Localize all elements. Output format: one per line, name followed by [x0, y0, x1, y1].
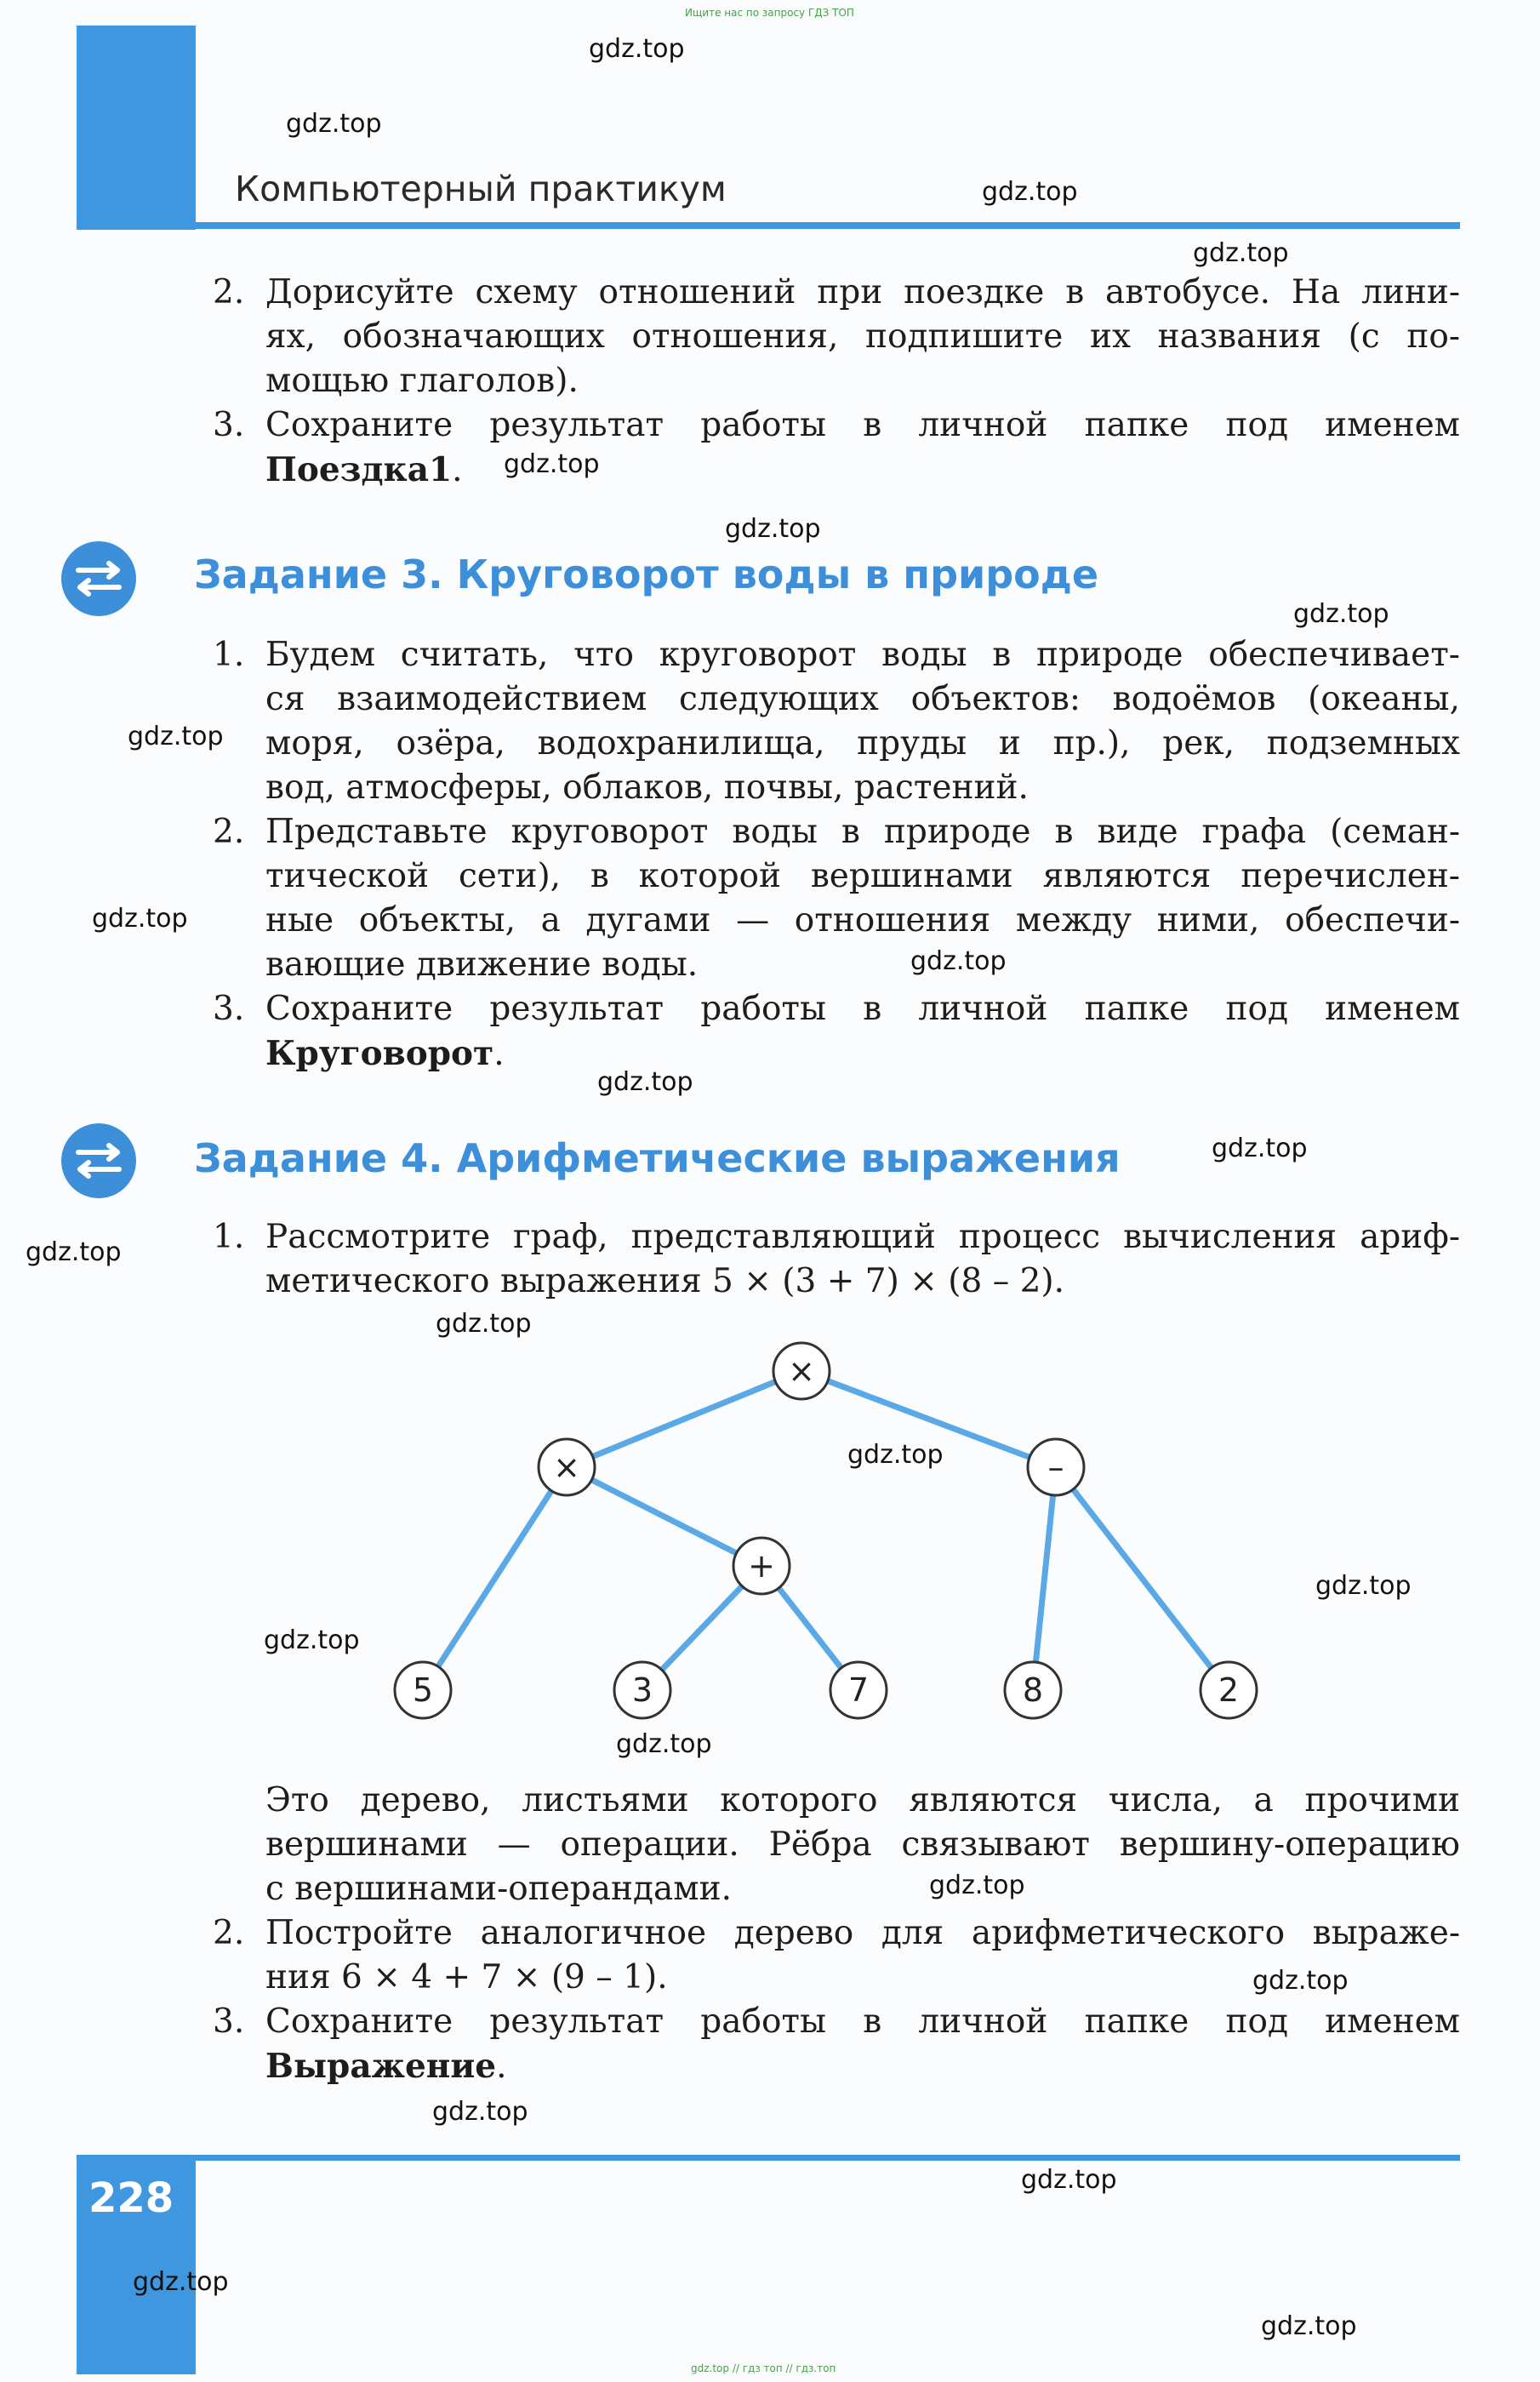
text-line: с вершинами-операндами. [265, 1870, 732, 1908]
tree-node-n5 [395, 1662, 451, 1718]
tree-node-n2 [1201, 1662, 1257, 1718]
text-line: Дорисуйте схему отношений при поездке в автобусе. На лини- [265, 273, 1460, 311]
item-number: 1. [213, 1218, 245, 1256]
header-rule [77, 222, 1460, 229]
task3-title: Задание 3. Круговорот воды в природе [194, 551, 1099, 597]
text-line: Представьте круговорот воды в природе в виде графа (семан- [265, 813, 1460, 851]
text-line: вод, атмосферы, облаков, почвы, растений. [265, 768, 1029, 807]
tree-node-label: × [553, 1448, 580, 1486]
watermark: gdz.top [1261, 2311, 1357, 2341]
exchange-arrows-icon [61, 1123, 136, 1198]
item-number: 2. [213, 813, 245, 851]
item-number: 2. [213, 273, 245, 311]
watermark: gdz.top [128, 722, 224, 751]
watermark: gdz.top [725, 514, 821, 544]
watermark: gdz.top [504, 449, 600, 479]
watermark: gdz.top [847, 1440, 944, 1470]
watermark: gdz.top [910, 946, 1007, 976]
text-line: Рассмотрите граф, представляющий процесс вычисления ариф- [265, 1218, 1460, 1256]
watermark: gdz.top [616, 1729, 712, 1759]
watermark: gdz.top [1252, 1966, 1349, 1996]
text-suffix: . [493, 1035, 505, 1073]
header-accent-bar [77, 26, 196, 230]
tree-edge-mul-n5 [423, 1467, 567, 1690]
text-line: вершинами — операции. Рёбра связывают вершину-операцию [265, 1825, 1460, 1864]
tree-edge-minus-n8 [1033, 1467, 1056, 1690]
tree-node-label: × [788, 1352, 815, 1390]
tree-edge-root-mul [567, 1371, 801, 1467]
text-line: ся взаимодействием следующих объектов: водоёмов (океаны, [265, 680, 1460, 718]
tree-node-minus [1028, 1439, 1084, 1495]
page-number: 228 [88, 2174, 174, 2222]
exchange-icon [61, 1123, 136, 1198]
text-line: Сохраните результат работы в личной папке под именем [265, 406, 1460, 444]
tree-node-label: + [748, 1547, 775, 1585]
text-line: ные объекты, а дугами — отношения между ними, обеспечи- [265, 901, 1460, 940]
tree-edges [423, 1371, 1229, 1690]
watermark: gdz.top [1315, 1571, 1412, 1601]
watermark: gdz.top [26, 1237, 122, 1267]
footer-rule [77, 2155, 1460, 2161]
watermark: gdz.top [982, 177, 1078, 207]
tree-edge-mul-plus [567, 1467, 761, 1566]
watermark: gdz.top [597, 1067, 693, 1097]
text-suffix: . [452, 451, 463, 489]
text-line: Будем считать, что круговорот воды в природе обеспечивает- [265, 636, 1460, 674]
watermark: gdz.top [92, 904, 188, 934]
text-line: Постройте аналогичное дерево для арифметического выраже- [265, 1914, 1460, 1952]
tree-node-label: 3 [631, 1671, 653, 1709]
tree-node-label: 8 [1022, 1671, 1044, 1709]
tree-node-plus [733, 1538, 790, 1594]
watermark: gdz.top [929, 1871, 1025, 1900]
tree-node-n7 [830, 1662, 887, 1718]
text-line: тической сети), в которой вершинами являются перечислен- [265, 857, 1460, 895]
item-number: 1. [213, 636, 245, 674]
text-line: моря, озёра, водохранилища, пруды и пр.), рек, подземных [265, 724, 1460, 763]
expression-tree [0, 1311, 1540, 1753]
tree-node-label: 2 [1218, 1671, 1240, 1709]
watermark: gdz.top [264, 1625, 360, 1655]
tree-node-root [773, 1343, 830, 1399]
text-line: ния 6 × 4 + 7 × (9 – 1). [265, 1958, 668, 1996]
page-header-title: Компьютерный практикум [235, 169, 727, 209]
text-line: метического выражения 5 × (3 + 7) × (8 – 2). [265, 1262, 1065, 1300]
watermark: gdz.top [286, 109, 382, 139]
watermark: gdz.top [589, 34, 685, 64]
watermark: gdz.top [1193, 238, 1289, 268]
item-number: 3. [213, 406, 245, 444]
watermark: gdz.top [1021, 2165, 1117, 2195]
tree-node-label: – [1047, 1448, 1064, 1486]
text-line: мощью глаголов). [265, 362, 579, 400]
watermark-top-small: Ищите нас по запросу ГДЗ ТОП [685, 7, 854, 19]
tree-node-mul [539, 1439, 595, 1495]
exchange-arrows-icon [61, 541, 136, 616]
watermark: gdz.top [1212, 1134, 1308, 1163]
tree-edge-minus-n2 [1056, 1467, 1229, 1690]
text-line: ях, обозначающих отношения, подпишите их названия (с по- [265, 317, 1460, 356]
filename-bold: Выражение [265, 2047, 497, 2086]
text-line: Сохраните результат работы в личной папке под именем [265, 990, 1460, 1028]
watermark: gdz.top [133, 2267, 229, 2297]
filename-bold: Круговорот [265, 1034, 494, 1073]
text-line: вающие движение воды. [265, 945, 699, 984]
text-suffix: . [496, 2048, 507, 2086]
item-number: 3. [213, 2002, 245, 2041]
filename-bold: Поездка1 [265, 450, 453, 489]
watermark: gdz.top [1293, 599, 1389, 629]
watermark: gdz.top [432, 2097, 528, 2127]
item-number: 2. [213, 1914, 245, 1952]
tree-node-n3 [614, 1662, 670, 1718]
watermark-bottom-small: gdz.top // гдз топ // гдз.топ [691, 2362, 836, 2374]
item-number: 3. [213, 990, 245, 1028]
tree-node-n8 [1005, 1662, 1061, 1718]
tree-node-label: 7 [847, 1671, 870, 1709]
text-line: Это дерево, листьями которого являются числа, а прочими [265, 1781, 1460, 1819]
task4-title: Задание 4. Арифметические выражения [194, 1135, 1121, 1181]
tree-node-label: 5 [412, 1671, 434, 1709]
exchange-icon [61, 541, 136, 616]
text-line: Сохраните результат работы в личной папке под именем [265, 2002, 1460, 2041]
watermark: gdz.top [436, 1309, 532, 1339]
